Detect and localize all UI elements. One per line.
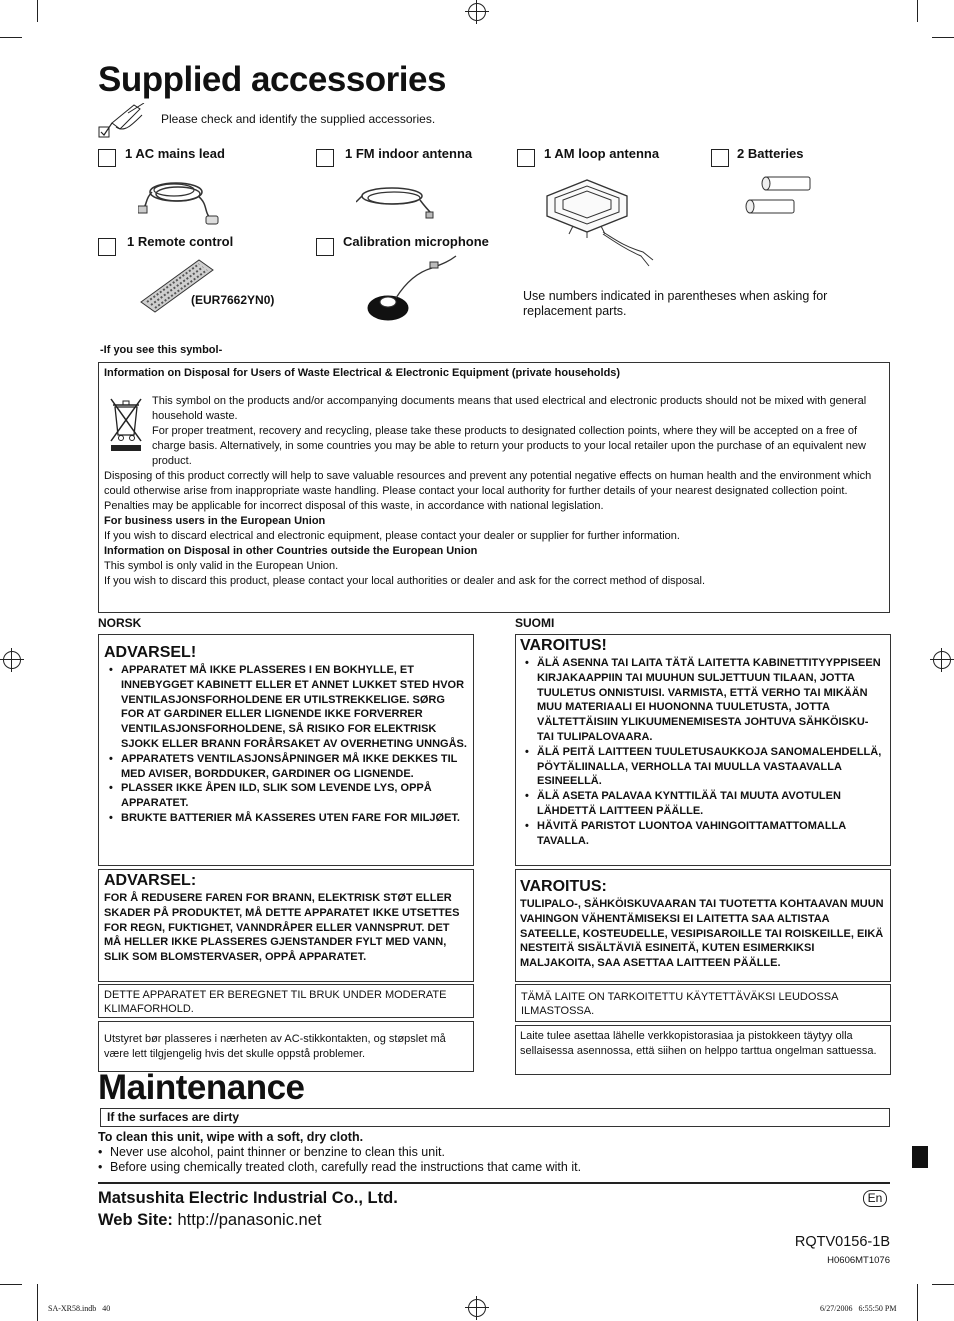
crop-mark	[932, 37, 954, 38]
website-link[interactable]: http://panasonic.net	[177, 1211, 322, 1229]
suomi-climate-note: TÄMÄ LAITE ON TARKOITETTU KÄYTETTÄVÄKSI LEUDOSSA ILMASTOSSA.	[515, 984, 891, 1022]
lang-label-suomi: SUOMI	[515, 616, 555, 630]
file-label: SA-XR58.indb 40	[48, 1304, 111, 1313]
list-item: • Never use alcohol, paint thinner or benzine to clean this unit.	[98, 1145, 445, 1159]
warning-heading: VAROITUS:	[520, 878, 607, 895]
website: Web Site: http://panasonic.net	[98, 1211, 322, 1229]
list-item: • Before using chemically treated cloth, carefully read the instructions that came with it.	[98, 1160, 582, 1174]
calibration-microphone-image	[362, 252, 466, 326]
accessory-label: 1 AC mains lead	[125, 146, 225, 161]
pen-check-icon	[98, 103, 148, 139]
checkbox-calibration-microphone[interactable]	[316, 238, 334, 256]
disposal-heading: Information on Disposal for Users of Waste Electrical & Electronic Equipment (private households)	[104, 367, 621, 379]
symbol-intro: -If you see this symbol-	[100, 344, 223, 356]
norsk-socket-note: Utstyret bør plasseres i nærheten av AC-stikkontakten, og støpslet må være lett tilgjengelig hvis det skulle oppstå problemer.	[98, 1021, 474, 1072]
checkbox-remote-control[interactable]	[98, 238, 116, 256]
list-item: • HÄVITÄ PARISTOT LUONTOA VAHINGOITTAMATTOMALLA TAVALLA.	[537, 819, 886, 849]
maintenance-list	[98, 1145, 581, 1175]
registration-mark	[3, 651, 21, 669]
warning-heading: VAROITUS!	[520, 637, 607, 654]
disposal-body: Disposing of this product correctly will help to save valuable resources and prevent any potential negative effects on human health and the environment which could otherwise arise from inappropriate waste handling. Please contact your local authority for further details of your nearest designated collection point. Penalties may be applicable for incorrect disposal of this waste, in accordance with national legislation. For business users in the European Union If you wish to discard electrical and electronic equipment, please contact your dealer or supplier for further information. Information on Disposal in other Countries outside the European Union This symbol is only valid in the European Union. If you wish to discard this product, please contact your local authorities or dealer and ask for the correct method of disposal.	[104, 470, 872, 587]
crop-mark	[37, 0, 38, 22]
crop-mark	[917, 0, 918, 22]
accessory-label: Calibration microphone	[343, 234, 489, 249]
document-subcode: H0606MT1076	[827, 1255, 890, 1266]
warning-heading: ADVARSEL!	[104, 644, 197, 661]
registration-mark	[468, 1299, 486, 1317]
accessory-label: 1 FM indoor antenna	[345, 146, 473, 161]
maintenance-lead: To clean this unit, wipe with a soft, dry cloth.	[98, 1130, 364, 1144]
document-code: RQTV0156-1B	[794, 1234, 890, 1250]
timestamp: 6/27/2006 6:55:50 PM	[820, 1304, 897, 1313]
list-item: • BRUKTE BATTERIER MÅ KASSERES UTEN FARE FOR MILJØET.	[121, 811, 469, 826]
maintenance-bar: If the surfaces are dirty	[100, 1108, 890, 1127]
page-title: Supplied accessories	[98, 60, 446, 99]
registration-mark	[468, 3, 486, 21]
accessory-label: 1 Remote control	[127, 234, 234, 249]
list-item: • ÄLÄ PEITÄ LAITTEEN TUULETUSAUKKOJA SANOMALEHDELLÄ, PÖYTÄLIINALLA, VERHOLLA TAI MUULLA VASTAAVALLA ESINEELLÄ.	[537, 745, 886, 789]
norsk-climate-note: DETTE APPARATET ER BEREGNET TIL BRUK UNDER MODERATE KLIMAFORHOLD.	[98, 984, 474, 1018]
warning-text: TULIPALO-, SÄHKÖISKUVAARAN TAI TUOTETTA KOHTAAVAN MUUN VAHINGON VÄHENTÄMISEKSI EI LAITETTA SAA ALTISTAA SATEELLE, KOSTEUDELLE, VESIPISAROILLE TAI ROISKEILLE, EIKÄ NESTEITÄ SISÄLTÄVIÄ ESINEITÄ, KUTEN ESIMERKIKSI MALJAKOITA, SAA ASETTAA LAITTEEN PÄÄLLE.	[520, 898, 884, 970]
norsk-warning-1	[98, 634, 474, 866]
crop-mark	[37, 1284, 38, 1321]
suomi-socket-note: Laite tulee asettaa lähelle verkkopistorasiaa ja pistokkeen täytyy olla sellaisessa asennossa, että siihen on helppo tarttua ongelman sattuessa.	[515, 1025, 891, 1075]
fm-antenna-image	[356, 180, 434, 220]
lang-label-norsk: NORSK	[98, 616, 142, 630]
accessory-label: 1 AM loop antenna	[544, 146, 660, 161]
crop-mark	[0, 1284, 22, 1285]
warning-heading: ADVARSEL:	[104, 872, 197, 889]
list-item: • PLASSER IKKE ÅPEN ILD, SLIK SOM LEVENDE LYS, OPPÅ APPARATET.	[121, 781, 469, 811]
list-item: • APPARATETS VENTILASJONSÅPNINGER MÅ IKKE DEKKES TIL MED AVISER, BORDDUKER, GARDINER OG LIGNENDE.	[121, 752, 469, 782]
check-note: Please check and identify the supplied accessories.	[161, 112, 436, 126]
list-item: • ÄLÄ ASETA PALAVAA KYNTTILÄÄ TAI MUUTA AVOTULEN LÄHDETTÄ LAITTEEN PÄÄLLE.	[537, 789, 886, 819]
registration-mark	[933, 651, 951, 669]
checkbox-batteries[interactable]	[711, 149, 729, 167]
norsk-warning-2	[98, 869, 474, 982]
parts-note: Use numbers indicated in parentheses when asking for replacement parts.	[523, 289, 828, 318]
footer-divider	[98, 1182, 890, 1184]
checkbox-am-loop-antenna[interactable]	[517, 149, 535, 167]
batteries-image	[744, 175, 814, 217]
am-loop-antenna-image	[543, 176, 655, 268]
warning-text: FOR Å REDUSERE FAREN FOR BRANN, ELEKTRISK STØT ELLER SKADER PÅ PRODUKTET, MÅ DETTE APPARATET IKKE UTSETTES FOR REGN, FUKTIGHET, VANNDRÅPER ELLER VANNSPRUT. DET MÅ HELLER IKKE PLASSERES GJENSTANDER FYLT MED VANN, SLIK SOM BLOMSTERVASER, OPPÅ APPARATET.	[104, 892, 460, 964]
language-badge: En	[863, 1190, 887, 1207]
page-edge-tab	[912, 1146, 928, 1168]
checkbox-ac-mains-lead[interactable]	[98, 149, 116, 167]
ac-mains-lead-image	[138, 174, 228, 228]
disposal-info-box	[98, 362, 890, 613]
maintenance-title: Maintenance	[98, 1068, 305, 1107]
accessory-label: 2 Batteries	[737, 146, 804, 161]
list-item: • ÄLÄ ASENNA TAI LAITA TÄTÄ LAITETTA KABINETTITYYPPISEEN KIRJAKAAPPIIN TAI MUUHUN SULJETTUUN TILAAN, JOTTA TUULETUS ONNISTUISI. VARMISTA, ETTÄ VERHO TAI MIKÄÄN MUU MATERIAALI EI HUONONNA TUULETUSTA, JOTTA VÄLTETTÄISIIN YLIKUUMENEMISESTA JOHTUVA SÄHKÖISKU- TAI TULIPALOVAARA.	[537, 656, 886, 745]
company-name: Matsushita Electric Industrial Co., Ltd.	[98, 1189, 398, 1207]
remote-control-image	[139, 256, 215, 316]
suomi-warning-2	[515, 869, 891, 982]
wheelie-bin-crossed-icon	[109, 397, 143, 453]
checkbox-fm-antenna[interactable]	[316, 149, 334, 167]
crop-mark	[917, 1284, 918, 1321]
suomi-warning-1	[515, 634, 891, 866]
crop-mark	[932, 1284, 954, 1285]
list-item: • APPARATET MÅ IKKE PLASSERES I EN BOKHYLLE, ET INNEBYGGET KABINETT ELLER ET ANNET LUKKET STED HVOR VENTILASJONSFORHOLDENE ER UTILSTREKKELIGE. SØRG FOR AT GARDINER ELLER LIGNENDE IKKE FORVERRER VENTILASJONSFORHOLDENE, SÅ RISIKO FOR ELEKTRISK SJOKK ELLER BRANN FORÅRSAKET AV OVERHETING UNNGÅS.	[121, 663, 469, 752]
disposal-paragraph: This symbol on the products and/or accompanying documents means that used electrical and electronic products should not be mixed with general household waste. For proper treatment, recovery and recycling, please take these products to designated collection points, where they will be accepted on a free of charge basis. Alternatively, in some countries you may be able to return your products to your local retailer upon the purchase of an equivalent new product.	[152, 395, 867, 467]
remote-part-number: (EUR7662YN0)	[191, 293, 275, 307]
crop-mark	[0, 37, 22, 38]
